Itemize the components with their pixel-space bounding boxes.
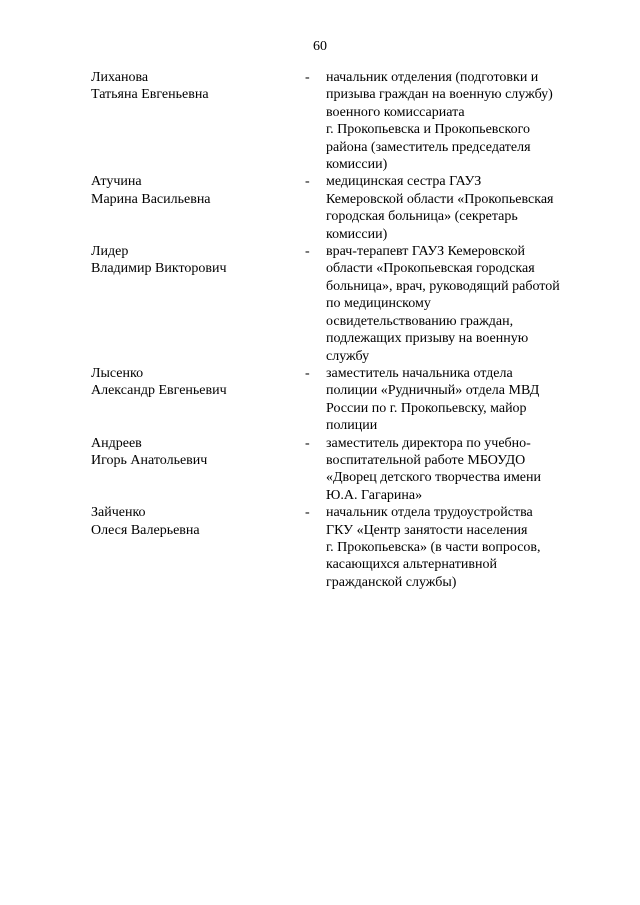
role-line: заместитель директора по учебно-	[326, 435, 531, 451]
dash-separator: -	[305, 244, 310, 260]
role-line: района (заместитель председателя	[326, 139, 531, 155]
role-line: полиции	[326, 418, 378, 434]
role-line: врач-терапевт ГАУЗ Кемеровской	[326, 244, 526, 260]
dash-separator: -	[305, 70, 310, 85]
dash-separator: -	[305, 365, 310, 381]
role-line: больница», врач, руководящий работой	[326, 278, 560, 294]
role-line: заместитель начальника отдела	[326, 365, 513, 381]
role-line: городская больница» (секретарь	[326, 209, 518, 225]
role-line: России по г. Прокопьевску, майор	[326, 400, 527, 416]
member-surname: Лидер	[91, 244, 129, 260]
member-surname: Андреев	[91, 435, 142, 451]
role-line: полиции «Рудничный» отдела МВД	[326, 383, 540, 399]
member-entry	[91, 243, 591, 365]
role-line: г. Прокопьевска и Прокопьевского	[326, 122, 531, 138]
member-given-names: Владимир Викторович	[91, 261, 227, 277]
dash-separator: -	[305, 174, 310, 190]
member-surname: Лиханова	[91, 70, 149, 85]
member-given-names: Александр Евгеньевич	[91, 383, 227, 399]
role-line: военного комиссариата	[326, 104, 465, 120]
role-line: подлежащих призыву на военную	[326, 331, 529, 347]
member-role	[326, 243, 591, 365]
role-line: Ю.А. Гагарина»	[326, 487, 423, 503]
member-surname: Атучина	[91, 174, 142, 190]
role-line: области «Прокопьевская городская	[326, 261, 535, 277]
role-line: медицинская сестра ГАУЗ	[326, 174, 482, 190]
member-entry	[91, 69, 591, 173]
commission-members-list	[91, 69, 591, 591]
role-line: воспитательной работе МБОУДО	[326, 452, 526, 468]
member-surname: Зайченко	[91, 505, 146, 521]
member-entry	[91, 504, 591, 591]
member-given-names: Олеся Валерьевна	[91, 522, 200, 538]
role-line: «Дворец детского творчества имени	[326, 470, 542, 486]
role-line: призыва граждан на военную службу)	[326, 87, 553, 103]
role-line: ГКУ «Центр занятости населения	[326, 522, 528, 538]
role-line: начальник отделения (подготовки и	[326, 70, 539, 85]
role-line: службу	[326, 348, 370, 364]
member-entry	[91, 365, 591, 435]
member-given-names: Марина Васильевна	[91, 191, 211, 207]
page-number: 60	[313, 39, 327, 54]
member-entry	[91, 435, 591, 505]
member-name	[91, 243, 305, 365]
member-name	[91, 504, 305, 591]
role-line: Кемеровской области «Прокопьевская	[326, 191, 554, 207]
member-role	[326, 365, 591, 435]
member-name	[91, 173, 305, 243]
role-line: гражданской службы)	[326, 574, 457, 590]
role-line: г. Прокопьевска» (в части вопросов,	[326, 539, 541, 555]
member-role	[326, 435, 591, 505]
role-line: комиссии)	[326, 157, 388, 173]
member-role	[326, 173, 591, 243]
member-name	[91, 435, 305, 505]
dash-separator: -	[305, 505, 310, 521]
dash-separator: -	[305, 435, 310, 451]
role-line: касающихся альтернативной	[326, 557, 497, 573]
member-surname: Лысенко	[91, 365, 144, 381]
member-role	[326, 69, 591, 173]
member-name	[91, 365, 305, 435]
member-given-names: Игорь Анатольевич	[91, 452, 208, 468]
member-role	[326, 504, 591, 591]
member-entry	[91, 173, 591, 243]
member-given-names: Татьяна Евгеньевна	[91, 87, 209, 103]
role-line: начальник отдела трудоустройства	[326, 505, 533, 521]
role-line: комиссии)	[326, 226, 388, 242]
member-name	[91, 69, 305, 173]
role-line: освидетельствованию граждан,	[326, 313, 514, 329]
role-line: по медицинскому	[326, 296, 431, 312]
